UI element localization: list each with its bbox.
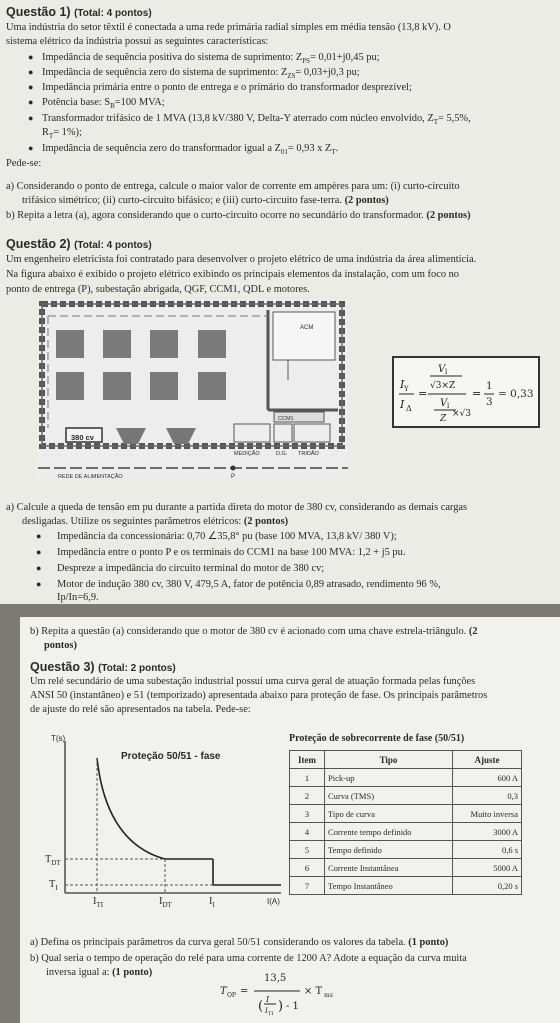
acm-label: ACM: [300, 325, 314, 331]
q3-b: inversa igual a: (1 ponto): [46, 967, 153, 978]
table-row: [290, 769, 522, 787]
bullet: ●: [28, 82, 34, 92]
table-cell: 4: [290, 823, 325, 841]
table-cell: 3000 A: [453, 823, 522, 841]
formula-drawing: [220, 972, 370, 1018]
q2-item-cont: Ip/In=6,9.: [57, 592, 99, 603]
chart-title: Proteção 50/51 - fase: [121, 751, 221, 762]
table-row: [290, 805, 522, 823]
q2-item: Despreze a impedância do circuito terminal do motor de 380 cv;: [57, 563, 325, 574]
q3-a: a) Defina os principais parâmetros da curva geral 50/51 considerando os valores da tabela. (1 ponto): [30, 937, 449, 948]
formula-numerator: 13,5: [264, 973, 287, 984]
electrical-floor-plan: [38, 300, 348, 478]
q2-item: Impedância da concessionária: 0,70 ∠35,8° pu (base 100 MVA, 13,8 kV/ 380 V);: [57, 531, 397, 542]
table-cell: 0,20 s: [453, 877, 522, 895]
table-row: [290, 787, 522, 805]
chart-xlabel: I(A): [267, 897, 280, 906]
svg-text:V: V: [438, 364, 446, 375]
svg-text:V: V: [440, 398, 448, 409]
motor-label: 380 cv: [71, 433, 94, 442]
q1-b: b) Repita a letra (a), agora considerando que o curto-circuito ocorre no secundário do transformador. (2 pontos): [6, 210, 471, 221]
svg-text:T: T: [220, 986, 227, 997]
equation-box: [392, 356, 540, 428]
q3-b: b) Qual seria o tempo de operação do relé para uma corrente de 1200 A? Adote a equação da curva muita: [30, 953, 467, 964]
svg-text:=: =: [240, 986, 249, 997]
q2-intro: Um engenheiro eletricista foi contratado para desenvolver o projeto elétrico de uma indústria da área alimentícia.: [6, 254, 477, 265]
q2-intro: Na figura abaixo é exibido o projeto elétrico exibindo os principais elementos da instalação, com um foco no: [6, 269, 460, 280]
table-cell: 5: [290, 841, 325, 859]
q1-heading: Questão 1) (Total: 4 pontos): [6, 5, 152, 19]
bullet: ●: [28, 52, 34, 62]
table-cell: Curva (TMS): [325, 787, 453, 805]
q3-intro: ANSI 50 (instantâneo) e 51 (temporizado) apresentada abaixo para proteção de fase. Os principais parâmetros: [30, 690, 488, 701]
q1-a: trifásico simétrico; (ii) curto-circuito bifásico; e (iii) curto-circuito fase-terra. (2 pontos): [22, 195, 389, 206]
table-cell: 6: [290, 859, 325, 877]
q2-item: Impedância entre o ponto P e os terminais do CCM1 na base 100 MVA: 1,2 + j5 pu.: [57, 547, 406, 558]
q2-item: Motor de indução 380 cv, 380 V, 479,5 A, fator de potência 0,89 atrasado, rendimento 96 %,: [57, 579, 441, 590]
svg-text:): ): [278, 999, 284, 1014]
tick-idt: $I_{DT}$: [159, 896, 172, 910]
rede-label: REDE DE ALIMENTAÇÃO: [58, 474, 123, 480]
table-cell: 2: [290, 787, 325, 805]
table-cell: 1: [290, 769, 325, 787]
tick-ii: $I_I$: [209, 896, 215, 910]
svg-text:√3×Z: √3×Z: [430, 381, 456, 391]
q1-item: Impedância de sequência zero do sistema de suprimento: $Z_{ZS}= 0,03+j0,3$ pu;: [42, 67, 360, 81]
table-row: [290, 859, 522, 877]
svg-text:=: =: [472, 387, 482, 400]
svg-text:- 1: - 1: [286, 1001, 299, 1012]
bullet: ●: [36, 531, 42, 541]
q3-intro: de ajuste do relé são apresentados na tabela. Pede-se:: [30, 704, 251, 715]
table-header: Ajuste: [453, 751, 522, 769]
bullet: ●: [36, 563, 42, 573]
eq-third-num: 1: [486, 380, 493, 392]
q2-intro: ponto de entrega (P), subestação abrigada, QGF, CCM1, QDL e motores.: [6, 284, 310, 295]
q1-a: a) Considerando o ponto de entrega, calcule o maior valor de corrente em ampères para um: (i) curto-circuito: [6, 181, 460, 192]
svg-text:=: =: [418, 387, 428, 400]
svg-text:Δ: Δ: [406, 404, 412, 413]
tick-iti: $I_{TI}$: [93, 896, 104, 910]
q1-intro: sistema elétrico da indústria possui as seguintes características:: [6, 36, 269, 47]
q1-intro: Uma indústria do setor têxtil é conectada a uma rede primária radial simples em média tensão (13,8 kV). O: [6, 22, 451, 33]
table-row: [290, 823, 522, 841]
table-cell: 600 A: [453, 769, 522, 787]
bullet: ●: [36, 579, 42, 589]
table-row: [290, 877, 522, 895]
table-cell: Muito inversa: [453, 805, 522, 823]
svg-text:OP: OP: [227, 992, 236, 999]
svg-text:I: I: [265, 1007, 268, 1015]
bullet: ●: [36, 547, 42, 557]
table-header-row: [290, 751, 522, 769]
bullet: ●: [28, 143, 34, 153]
table-header: Tipo: [325, 751, 453, 769]
table-cell: 5000 A: [453, 859, 522, 877]
table-cell: Corrente tempo definido: [325, 823, 453, 841]
eq-result: = 0,33: [498, 388, 534, 400]
table-cell: 0,6 s: [453, 841, 522, 859]
q1-item: Transformador trifásico de 1 MVA (13,8 kV/380 V, Delta-Y aterrado com núcleo envolvido, $Z_T= 5,5\%$,: [42, 113, 471, 127]
svg-text:Y: Y: [404, 385, 409, 393]
table-header: Item: [290, 751, 325, 769]
tick-ti: $T_I$: [49, 879, 58, 893]
bullet: ●: [28, 113, 34, 123]
q2-b: b) Repita a questão (a) considerando que o motor de 380 cv é acionado com uma chave estrela-triângulo. (2: [30, 626, 478, 637]
q2-a: a) Calcule a queda de tensão em pu durante a partida direta do motor de 380 cv, considerando as demais cargas: [6, 502, 468, 513]
p-label: P: [231, 474, 236, 480]
svg-text:ms: ms: [324, 992, 333, 999]
q2-b-points: pontos): [44, 640, 77, 651]
q2-heading: Questão 2) (Total: 4 pontos): [6, 237, 152, 251]
svg-text:l: l: [445, 368, 448, 376]
svg-text:×√3: ×√3: [452, 409, 472, 419]
table-cell: 7: [290, 877, 325, 895]
ccm-label: CCM1: [278, 416, 294, 422]
dg-label: D.G.: [276, 451, 288, 457]
q2-a: desligadas. Utilize os seguintes parâmetros elétricos: (2 pontos): [22, 516, 289, 527]
table-title: Proteção de sobrecorrente de fase (50/51): [289, 733, 465, 744]
svg-text:I: I: [400, 398, 405, 411]
svg-text:l: l: [447, 402, 450, 410]
q1-item: Impedância primária entre o ponto de entrega e o primário do transformador desprezível;: [42, 82, 412, 93]
svg-text:× T: × T: [304, 986, 323, 997]
q1-ask: Pede-se:: [6, 158, 42, 169]
svg-text:TI: TI: [268, 1011, 274, 1017]
table-cell: Tempo Instantâneo: [325, 877, 453, 895]
table-cell: Tipo de curva: [325, 805, 453, 823]
trafo-label: TRIDÃO: [298, 451, 319, 457]
q1-item-cont: $R_T= 1\%$);: [42, 127, 82, 141]
q3-heading: Questão 3) (Total: 2 pontos): [30, 660, 176, 674]
svg-text:I: I: [400, 378, 405, 391]
q1-item: Impedância de sequência zero do transformador igual a $Z_{01}= 0,93$ x $Z_T$.: [42, 143, 339, 157]
relay-curve-chart: [45, 733, 285, 908]
tick-tdt: $T_{DT}$: [45, 854, 61, 868]
bullet: ●: [28, 67, 34, 77]
table-cell: Pick-up: [325, 769, 453, 787]
q3-intro: Um relé secundário de uma subestação industrial possui uma curva geral de atuação formada pelas funções: [30, 676, 476, 687]
formula: [220, 972, 370, 1021]
bullet: ●: [28, 97, 34, 107]
table-cell: Tempo definido: [325, 841, 453, 859]
medicao-label: MEDIÇÃO: [234, 451, 260, 457]
table-cell: 0,3: [453, 787, 522, 805]
relay-settings-table: [289, 750, 522, 895]
svg-text:I: I: [266, 995, 270, 1004]
table-row: [290, 841, 522, 859]
svg-text:Z: Z: [440, 414, 447, 424]
q1-item: Impedância de sequência positiva do sistema de suprimento: $Z_{PS}= 0,01+j0,45$ pu;: [42, 52, 380, 66]
table-cell: 3: [290, 805, 325, 823]
svg-text:(: (: [258, 999, 264, 1014]
q1-item: Potência base: $S_B=100$ MVA;: [42, 97, 165, 111]
eq-third-den: 3: [486, 396, 493, 408]
chart-ylabel: T(s): [51, 734, 66, 743]
table-cell: Corrente Instantânea: [325, 859, 453, 877]
